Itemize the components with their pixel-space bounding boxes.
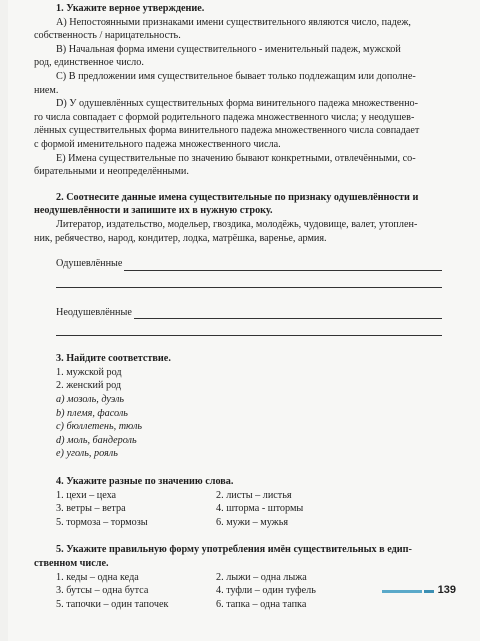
inanimate-answer-line-2[interactable] [56, 319, 442, 336]
list-item: 2. листы – листья [216, 489, 292, 501]
worksheet [34, 2, 442, 611]
animate-row [56, 257, 442, 271]
list-item: а) мозоль, дуэль [56, 394, 125, 406]
list-item: 1. кеды – одна кеда [56, 571, 139, 583]
page-number: 139 [437, 584, 456, 596]
list-item: 6. тапка – одна тапка [216, 598, 307, 610]
list-item: 4. туфли – один туфель [216, 585, 316, 597]
list-item: 1. цехи – цеха [56, 489, 117, 501]
question-title: 1. Укажите верное утверждение. [56, 3, 205, 14]
text-line: С) В предложении имя существительное бывает только подлежащим или дополне- [56, 70, 416, 82]
text-line: А) Непостоянными признаками имени существительного являются число, падеж, [56, 16, 411, 28]
question-title-cont: неодушевлённости и запишите их в нужную строку. [34, 205, 273, 217]
question-5 [34, 543, 442, 611]
text-line: го числа совпадает с формой родительного падежа множественного числа; у неодушев- [34, 111, 415, 123]
footer-accent-bar [382, 590, 422, 593]
text-line: Е) Имена существительные по значению бывают конкретными, отвлечёнными, со- [56, 152, 416, 164]
text-line: бирательными и неопределёнными. [34, 166, 189, 178]
question-title: 2. Соотнесите данные имена существительные по признаку одушевлённости и [56, 191, 419, 203]
question-title: 5. Укажите правильную форму употребления имён существительных в едип- [56, 544, 412, 556]
question-1 [34, 2, 442, 179]
animate-label: Одушевлённые [56, 258, 123, 270]
text-line: В) Начальная форма имени существительного - именительный падеж, мужской [56, 43, 401, 55]
question-2 [34, 191, 442, 337]
list-item: d) моль, бандероль [56, 434, 137, 446]
list-item: e) уголь, рояль [56, 448, 118, 460]
options-list [56, 393, 442, 461]
inanimate-row [56, 306, 442, 320]
animate-answer-line[interactable] [124, 259, 442, 271]
question-4 [34, 475, 442, 529]
question-title: 4. Укажите разные по значению слова. [56, 476, 234, 488]
word-pairs [56, 489, 442, 530]
list-item: 2. женский род [56, 380, 122, 392]
list-item: 1. мужской род [56, 366, 122, 378]
page [8, 0, 480, 641]
text-line: род, единственное число. [34, 57, 144, 69]
question-3 [34, 352, 442, 461]
animate-answer-line-2[interactable] [56, 271, 442, 288]
gender-list [56, 366, 442, 393]
list-item: 3. бутсы – одна бутса [56, 585, 149, 597]
text-line: D) У одушевлённых существительных форма винительного падежа множественно- [56, 98, 419, 110]
text-line: нием. [34, 84, 59, 96]
question-title: 3. Найдите соответствие. [56, 353, 171, 365]
text-line: лённых существительных форма винительного падежа множественного числа совпадает [34, 125, 420, 137]
text-line: с формой именительного падежа множественного числа. [34, 138, 281, 150]
list-item: 6. мужи – мужья [216, 516, 289, 528]
text-line: ник, ребячество, народ, кондитер, лодка, матрёшка, варенье, армия. [34, 232, 327, 244]
list-item: c) бюллетень, тюль [56, 421, 143, 433]
text-line: Литератор, издательство, модельер, гвоздика, молодёжь, чудовище, валет, утоплен- [56, 218, 418, 230]
list-item: 4. шторма - штормы [216, 503, 304, 515]
inanimate-label: Неодушевлённые [56, 306, 132, 318]
list-item: b) племя, фасоль [56, 407, 128, 419]
list-item: 3. ветры – ветра [56, 503, 126, 515]
list-item: 2. лыжи – одна лыжа [216, 571, 307, 583]
list-item: 5. тапочки – один тапочек [56, 598, 169, 610]
text-line: собственность / нарицательность. [34, 30, 181, 42]
footer-accent-bar-dark [424, 590, 434, 593]
question-title-cont: ственном числе. [34, 558, 109, 569]
list-item: 5. тормоза – тормозы [56, 516, 148, 528]
inanimate-answer-line[interactable] [134, 307, 442, 319]
